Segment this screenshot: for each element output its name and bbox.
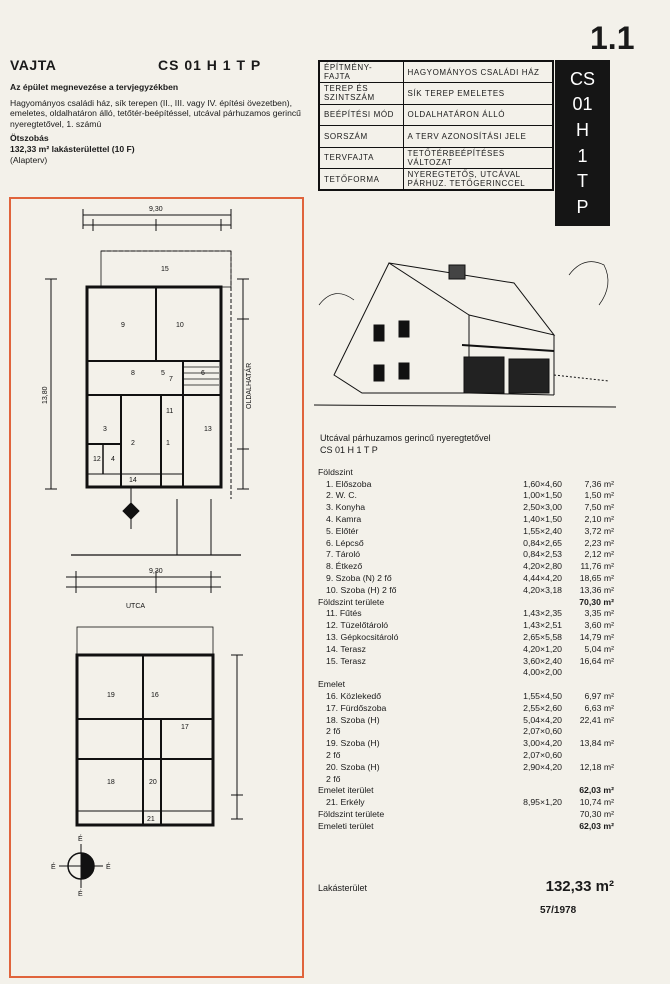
room-n: 2 fő: [326, 726, 341, 737]
room-n: 5. Előtér: [326, 525, 359, 536]
spec-row: [319, 126, 553, 148]
room-a: 1,50 m²: [584, 490, 614, 501]
room-a: 10,74 m²: [579, 797, 614, 808]
room-n: 7. Tároló: [326, 549, 361, 560]
room-row: [318, 537, 614, 549]
room-row: [318, 584, 614, 596]
spec-key: TEREP ÉS SZINTSZÁM: [319, 83, 403, 105]
room-d: 8,95×1,20: [523, 797, 562, 808]
room-a: 13,84 m²: [579, 738, 614, 749]
room-row: [318, 655, 614, 667]
room-number-upper: 18: [107, 779, 115, 786]
room-a: 14,79 m²: [579, 632, 614, 643]
room-n: 8. Étkező: [326, 561, 363, 572]
spec-key: TETŐFORMA: [319, 169, 403, 191]
description-block: [10, 82, 305, 165]
room-n: 9. Szoba (N) 2 fő: [326, 573, 392, 584]
room-number-ground: 10: [176, 322, 184, 329]
room-n: 20. Szoba (H): [326, 761, 380, 772]
house-perspective-sketch: [314, 245, 616, 423]
room-row: [318, 466, 614, 478]
room-number-upper: 21: [147, 816, 155, 823]
side-label: OLDALHATÁR: [246, 362, 253, 409]
room-n: 2 fő: [326, 750, 341, 761]
room-row: [318, 678, 614, 690]
room-row: [318, 667, 614, 679]
room-d: 4,20×2,80: [523, 561, 562, 572]
room-n: 11. Fűtés: [326, 608, 362, 619]
street-label: UTCA: [126, 603, 146, 610]
room-number-upper: 19: [107, 692, 115, 699]
room-d: 2,07×0,60: [523, 750, 562, 761]
room-n: 2. W. C.: [326, 490, 357, 501]
room-number-ground: 2: [131, 440, 135, 447]
room-number-upper: 16: [151, 692, 159, 699]
room-a: 5,04 m²: [584, 643, 614, 654]
room-n: 17. Fürdőszoba: [326, 702, 387, 713]
total-label: Lakásterület: [318, 883, 368, 893]
room-d: 1,43×2,51: [523, 620, 562, 631]
room-d: 0,84×2,53: [523, 549, 562, 560]
room-d: 5,04×4,20: [523, 714, 562, 725]
code-box: [555, 60, 610, 226]
room-a: 7,50 m²: [584, 502, 614, 513]
room-row: [318, 820, 614, 832]
room-n: Emelet iterület: [318, 785, 374, 796]
room-a: 2,23 m²: [584, 537, 614, 548]
room-n: 1. Előszoba: [326, 478, 372, 489]
room-d: 1,55×2,40: [523, 525, 562, 536]
spec-value: A TERV AZONOSÍTÁSI JELE: [403, 126, 553, 148]
room-number-upper: 17: [181, 724, 189, 731]
room-d: 2,90×4,20: [523, 761, 562, 772]
spec-table: [318, 60, 554, 191]
room-n: 12. Tüzelőtároló: [326, 620, 389, 631]
room-d: 2,50×3,00: [523, 502, 562, 513]
spec-key: BEÉPÍTÉSI MÓD: [319, 104, 403, 126]
room-n: Emelet: [318, 679, 346, 690]
description-body: Hagyományos családi ház, sík terepen (II., III. vagy IV. építési övezetben), emeletes, oldalhatáron álló, tetőtér-beépítéssel, utcával párhuzamos gerincű nyeregtetővel, 1. számú: [10, 97, 301, 129]
room-row: [318, 631, 614, 643]
room-d: 3,00×4,20: [523, 738, 562, 749]
room-row: [318, 596, 614, 608]
room-a: 62,03 m²: [579, 820, 614, 831]
spec-value: SÍK TEREP EMELETES: [403, 83, 553, 105]
page-number: 1.1: [590, 20, 635, 56]
room-d: 4,00×2,00: [523, 667, 562, 678]
room-n: Földszint területe: [318, 809, 385, 819]
room-schedule: [318, 466, 614, 832]
room-number-ground: 8: [131, 370, 135, 377]
dim-top-2: 9,30: [149, 568, 163, 575]
room-n: 18. Szoba (H): [326, 714, 380, 725]
room-number-ground: 6: [201, 370, 205, 377]
right-title-line2: CS 01 H 1 T P: [320, 445, 378, 455]
compass-letter: É: [78, 891, 83, 898]
floor-plan-frame: [9, 197, 304, 978]
room-row: [318, 560, 614, 572]
room-row: [318, 525, 614, 537]
code-letter: 1: [577, 145, 588, 166]
room-a: 16,64 m²: [579, 655, 614, 666]
room-row: [318, 608, 614, 620]
room-d: 2,55×2,60: [523, 702, 562, 713]
room-row: [318, 761, 614, 773]
compass-letter: É: [51, 864, 56, 871]
dim-left: 13,80: [42, 386, 49, 404]
room-d: 4,44×4,20: [523, 573, 562, 584]
room-d: 1,55×4,50: [523, 691, 562, 702]
room-n: 6. Lépcső: [326, 537, 364, 548]
room-n: 15. Terasz: [326, 655, 366, 666]
spec-row: [319, 83, 553, 105]
code-letter: P: [576, 197, 589, 218]
room-a: 12,18 m²: [579, 761, 614, 772]
room-row: [318, 702, 614, 714]
spec-key: SORSZÁM: [319, 126, 403, 148]
room-number-ground: 14: [129, 477, 137, 484]
room-row: [318, 726, 614, 738]
room-n: Földszint: [318, 466, 353, 477]
room-a: 6,97 m²: [584, 691, 614, 702]
room-a: 3,72 m²: [584, 525, 614, 536]
spec-value: OLDALHATÁRON ÁLLÓ: [403, 104, 553, 126]
room-n: 19. Szoba (H): [326, 738, 380, 749]
room-a: 2,10 m²: [584, 514, 614, 525]
issue-number: 57/1978: [540, 905, 577, 916]
plan-label: (Alapterv): [10, 154, 48, 165]
room-d: 2,65×5,58: [523, 632, 562, 643]
room-row: [318, 549, 614, 561]
room-n: 10. Szoba (H) 2 fő: [326, 584, 397, 595]
room-a: 7,36 m²: [584, 478, 614, 489]
room-number-ground: 15: [161, 266, 169, 273]
room-d: 4,20×1,20: [523, 643, 562, 654]
spec-value: NYEREGTETŐS, UTCÁVAL PÁRHUZ. TETŐGERINCCEL: [403, 169, 553, 191]
room-number-ground: 1: [166, 440, 170, 447]
dim-top: 9,30: [149, 206, 163, 213]
room-number-ground: 12: [93, 456, 101, 463]
room-a: 62,03 m²: [579, 785, 614, 796]
right-title: [320, 432, 491, 456]
room-number-ground: 11: [166, 408, 174, 415]
room-row: [318, 749, 614, 761]
spec-row: [319, 104, 553, 126]
room-a: 6,63 m²: [584, 702, 614, 713]
room-n: 4. Kamra: [326, 514, 362, 525]
room-d: 1,40×1,50: [523, 514, 562, 525]
room-a: 11,76 m²: [580, 561, 614, 572]
compass-letter: É: [78, 836, 83, 843]
room-row: [318, 513, 614, 525]
room-n: 2 fő: [326, 773, 341, 784]
right-title-line1: Utcával párhuzamos gerincű nyeregtetővel: [320, 433, 491, 443]
room-n: 3. Konyha: [326, 502, 366, 513]
room-n: Emeleti terület: [318, 820, 374, 831]
room-d: 1,60×4,60: [523, 478, 562, 489]
room-a: 18,65 m²: [579, 573, 614, 584]
room-d: 0,84×2,65: [523, 537, 562, 548]
code-letter: H: [576, 120, 589, 141]
room-d: 4,20×3,18: [523, 584, 562, 595]
room-row: [318, 808, 614, 820]
room-n: 13. Gépkocsitároló: [326, 632, 399, 643]
room-row: [318, 490, 614, 502]
room-n: 16. Közlekedő: [326, 691, 382, 702]
plan-code: CS 01 H 1 T P: [158, 57, 262, 73]
room-row: [318, 619, 614, 631]
room-number-upper: 20: [149, 779, 157, 786]
room-row: [318, 785, 614, 797]
compass-letter: É: [106, 864, 111, 871]
room-d: 2,07×0,60: [523, 726, 562, 737]
room-row: [318, 643, 614, 655]
room-count: Ötszobás: [10, 133, 49, 144]
description-heading: Az épület megnevezése a tervjegyzékben: [10, 82, 179, 92]
room-row: [318, 796, 614, 808]
room-d: 1,00×1,50: [523, 490, 562, 501]
room-row: [318, 572, 614, 584]
code-letter: CS: [569, 68, 595, 89]
room-row: [318, 501, 614, 513]
code-letter: 01: [572, 94, 593, 115]
room-row: [318, 478, 614, 490]
spec-row: [319, 147, 553, 169]
room-n: 21. Erkély: [326, 797, 365, 808]
room-n: 14. Terasz: [326, 643, 366, 654]
room-number-ground: 9: [121, 322, 125, 329]
room-row: [318, 690, 614, 702]
total-area: [318, 878, 614, 895]
spec-value: TETŐTÉRBEÉPÍTÉSES VÁLTOZAT: [403, 147, 553, 169]
floor-plan-drawing: [11, 199, 301, 975]
room-number-ground: 5: [161, 370, 165, 377]
room-a: 2,12 m²: [584, 549, 614, 560]
area-line: 132,33 m² lakásterülettel (10 F): [10, 143, 135, 154]
spec-value: HAGYOMÁNYOS CSALÁDI HÁZ: [403, 61, 553, 83]
room-a: 3,35 m²: [584, 608, 614, 619]
room-a: 22,41 m²: [579, 714, 614, 725]
spec-key: TERVFAJTA: [319, 147, 403, 169]
room-n: Földszint területe: [318, 596, 385, 607]
room-d: 3,60×2,40: [523, 655, 562, 666]
region-title: VAJTA: [10, 57, 57, 73]
room-a: 3,60 m²: [584, 620, 614, 631]
room-row: [318, 773, 614, 785]
room-number-ground: 3: [103, 426, 107, 433]
code-letter: T: [577, 171, 588, 192]
spec-row: [319, 169, 553, 191]
spec-row: [319, 61, 553, 83]
room-number-ground: 13: [204, 426, 212, 433]
total-value: 132,33 m²: [545, 878, 614, 895]
room-a: 70,30 m²: [579, 596, 614, 607]
room-row: [318, 714, 614, 726]
room-a: 13,36 m²: [579, 584, 614, 595]
room-number-ground: 4: [111, 456, 115, 463]
room-row: [318, 737, 614, 749]
room-number-ground: 7: [169, 376, 173, 383]
room-d: 1,43×2,35: [523, 608, 562, 619]
room-a: 70,30 m²: [579, 809, 614, 819]
spec-key: ÉPÍTMÉNY-FAJTA: [319, 61, 403, 83]
